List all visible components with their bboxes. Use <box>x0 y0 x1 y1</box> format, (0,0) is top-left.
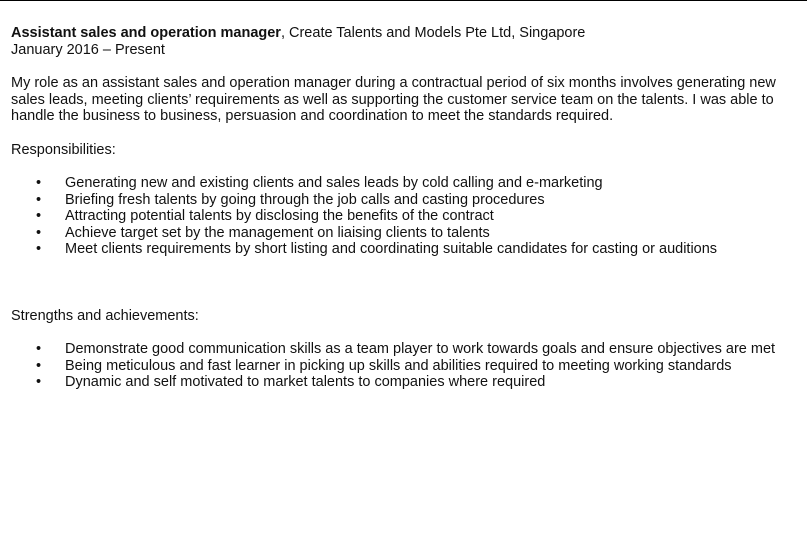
list-item-text: Being meticulous and fast learner in picking up skills and abilities required to meeting working standards <box>65 357 732 374</box>
job-dates: January 2016 – Present <box>11 41 165 58</box>
list-item <box>11 341 801 358</box>
list-item <box>11 208 801 225</box>
strengths-list <box>11 341 801 391</box>
experience-entry <box>11 25 801 391</box>
bullet-icon: • <box>36 374 42 390</box>
list-item-text: Meet clients requirements by short listing and coordinating suitable candidates for casting or auditions <box>65 241 718 257</box>
strengths-heading: Strengths and achievements: <box>11 307 199 324</box>
bullet-icon: • <box>36 191 42 208</box>
list-item-text: Attracting potential talents by disclosing the benefits of the contract <box>65 208 494 224</box>
job-heading <box>11 25 801 42</box>
list-item-text: Briefing fresh talents by going through the job calls and casting procedures <box>65 191 545 208</box>
job-summary: My role as an assistant sales and operation manager during a contractual period of six months involves generating new sales leads, meeting clients’ requirements as well as supporting the customer service team on the talents. I was able to handle the business to business, persuasion and coordination to meet the standards required. <box>11 75 776 124</box>
list-item <box>11 374 801 391</box>
job-title: Assistant sales and operation manager <box>11 25 281 41</box>
responsibilities-list <box>11 175 801 258</box>
list-item-text: Dynamic and self motivated to market talents to companies where required <box>65 374 546 390</box>
list-item <box>11 358 801 375</box>
list-item-text: Demonstrate good communication skills as a team player to work towards goals and ensure objectives are met <box>65 341 776 357</box>
bullet-icon: • <box>36 224 42 241</box>
bullet-icon: • <box>36 357 42 374</box>
job-company: , Create Talents and Models Pte Ltd, Singapore <box>280 25 586 41</box>
list-item-text: Achieve target set by the management on liaising clients to talents <box>65 224 490 241</box>
list-item <box>11 225 801 242</box>
top-rule <box>0 0 807 1</box>
bullet-icon: • <box>36 341 42 357</box>
bullet-icon: • <box>36 208 42 224</box>
list-item <box>11 192 801 209</box>
responsibilities-heading: Responsibilities: <box>11 141 116 158</box>
list-item <box>11 175 801 192</box>
list-item-text: Generating new and existing clients and sales leads by cold calling and e-marketing <box>65 175 603 191</box>
bullet-icon: • <box>36 241 42 257</box>
bullet-icon: • <box>36 175 42 191</box>
list-item <box>11 241 801 258</box>
